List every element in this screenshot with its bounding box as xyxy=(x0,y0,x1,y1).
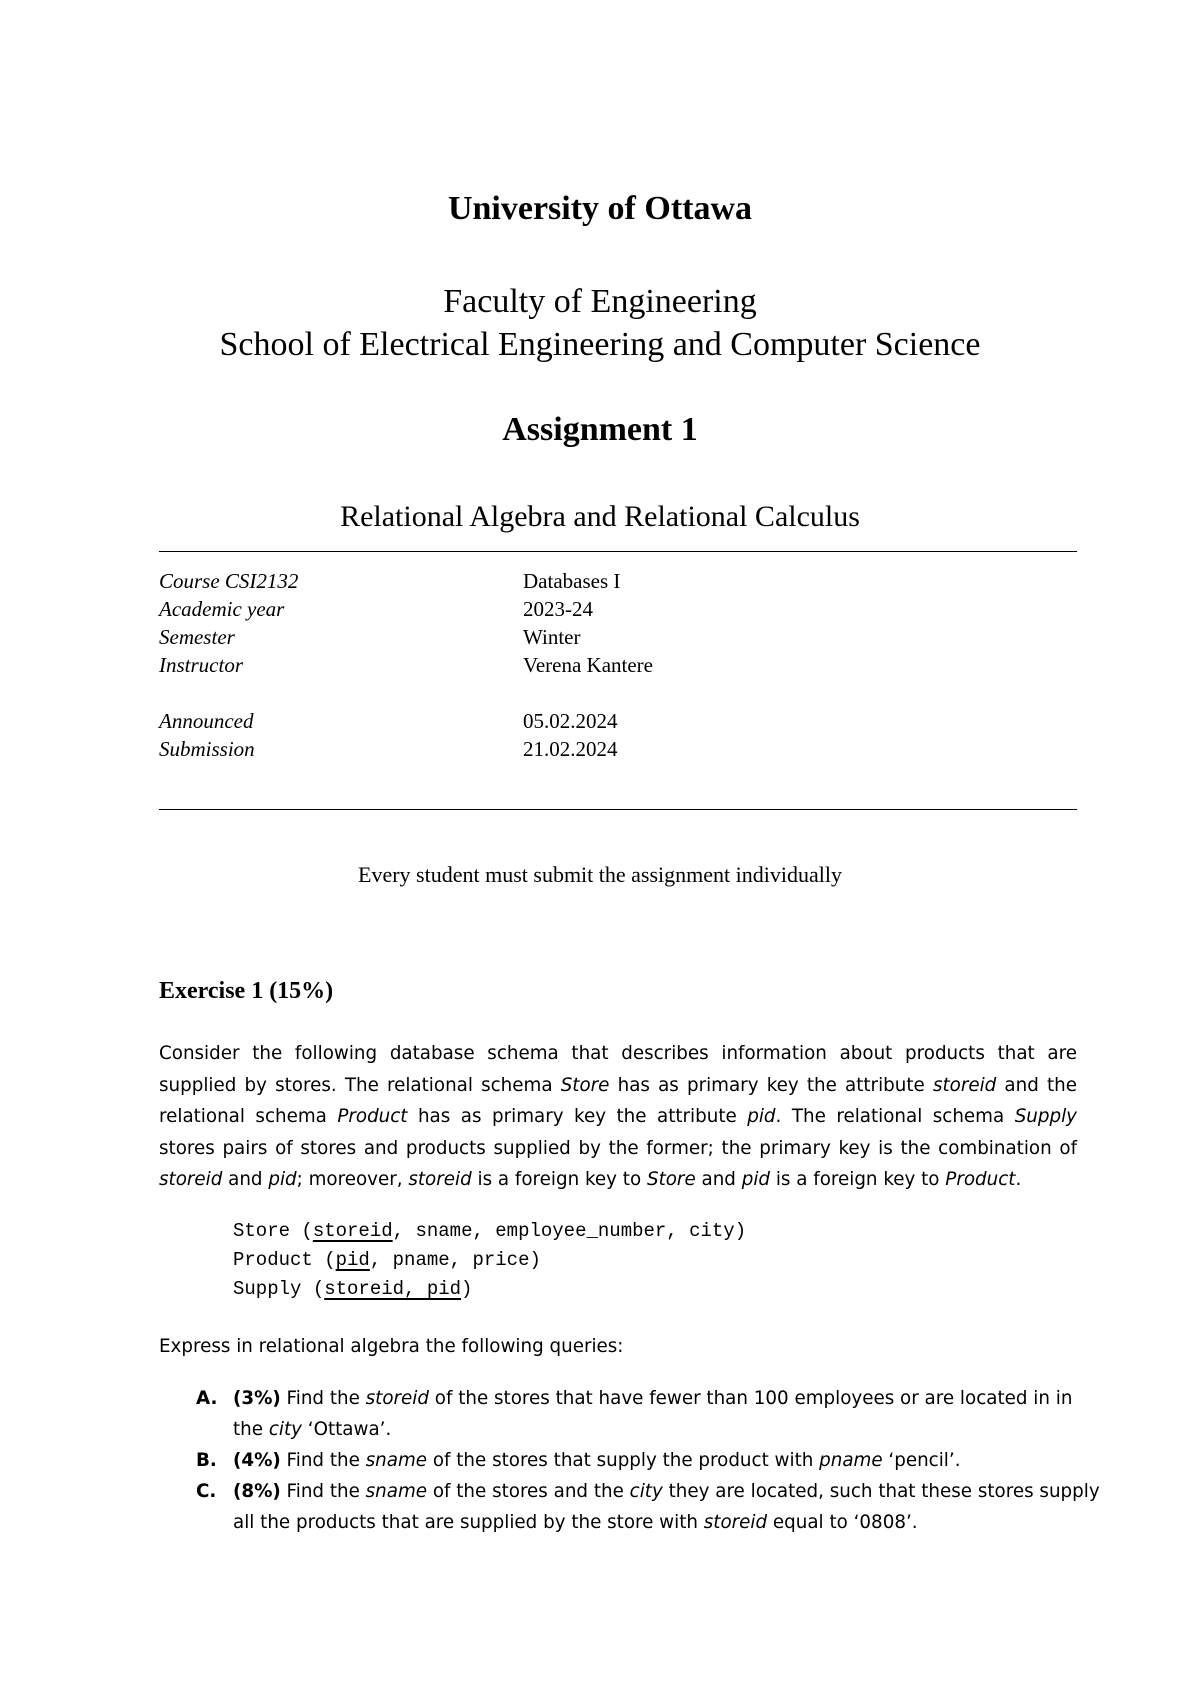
query-text: (8%) Find the sname of the stores and the city they are located, such that these stores supply xyxy=(233,1481,1100,1502)
schema-product: Product (pid, pname, price) xyxy=(233,1249,541,1271)
query-text: the city ‘Ottawa’. xyxy=(233,1419,392,1440)
info-label: Instructor xyxy=(159,653,243,677)
info-label: Semester xyxy=(159,625,235,649)
assignment-subtitle: Relational Algebra and Relational Calculus xyxy=(340,500,860,533)
submission-notice: Every student must submit the assignment individually xyxy=(358,862,842,887)
info-value: 21.02.2024 xyxy=(523,737,618,761)
info-label: Academic year xyxy=(159,597,285,621)
info-value: 2023-24 xyxy=(523,597,593,621)
info-value: Winter xyxy=(523,625,581,649)
bottom-divider xyxy=(159,809,1077,810)
top-divider xyxy=(159,551,1077,552)
info-label: Course CSI2132 xyxy=(159,569,299,593)
school-name: School of Electrical Engineering and Computer Science xyxy=(219,326,981,363)
assignment-title: Assignment 1 xyxy=(502,411,698,448)
info-label: Announced xyxy=(159,709,254,733)
faculty-name: Faculty of Engineering xyxy=(443,283,757,320)
query-letter: B. xyxy=(196,1450,217,1471)
queries-prompt: Express in relational algebra the following queries: xyxy=(159,1336,624,1357)
query-text: (3%) Find the storeid of the stores that have fewer than 100 employees or are located in in xyxy=(233,1388,1073,1409)
query-text: (4%) Find the sname of the stores that supply the product with pname ‘pencil’. xyxy=(233,1450,961,1471)
exercise-title: Exercise 1 (15%) xyxy=(159,978,334,1004)
exercise-description: Consider the following database schema that describes information about products that are supplied by stores. The relational schema Store has as primary key the attribute storeid and the relational schema Product has as primary key the attribute pid. The relational schema Supply stores pairs of stores and products supplied by the former; the primary key is the combination of storeid and pid; moreover, storeid is a foreign key to Store and pid is a foreign key to Product. xyxy=(159,1043,1077,1190)
info-value: Verena Kantere xyxy=(523,653,653,677)
query-letter: A. xyxy=(196,1388,218,1409)
schema-store: Store (storeid, sname, employee_number, city) xyxy=(233,1220,747,1242)
university-title: University of Ottawa xyxy=(447,190,753,227)
info-label: Submission xyxy=(159,737,255,761)
info-value: 05.02.2024 xyxy=(523,709,618,733)
query-letter: C. xyxy=(196,1481,217,1502)
schema-supply: Supply (storeid, pid) xyxy=(233,1278,473,1300)
query-text: all the products that are supplied by the store with storeid equal to ‘0808’. xyxy=(233,1512,918,1533)
info-value: Databases I xyxy=(523,569,621,593)
